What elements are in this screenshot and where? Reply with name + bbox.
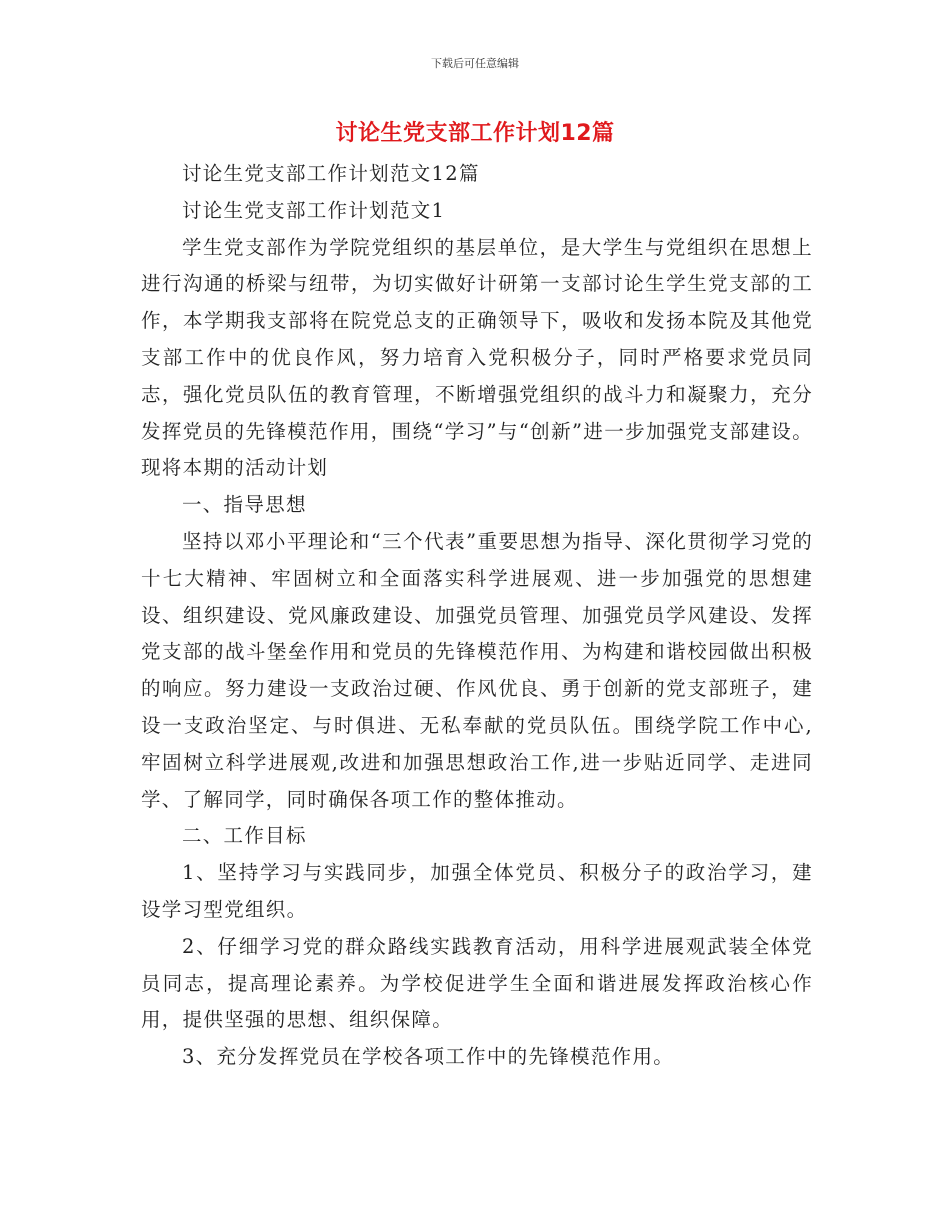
section-heading: 一、指导思想 <box>181 493 307 517</box>
list-item: 2、仔细学习党的群众路线实践教育活动，用科学进展观武装全体党员同志，提高理论素养。为学校促进学生全面和谐进展发挥政治核心作用，提供坚强的思想、组织保障。 <box>141 934 813 1032</box>
body-paragraph: 坚持以邓小平理论和“三个代表”重要思想为指导、深化贯彻学习党的十七大精神、牢固树立和全面落实科学进展观、进一步加强党的思想建设、组织建设、党风廉政建设、加强党员管理、加强党员学风建设、发挥党支部的战斗堡垒作用和党员的先锋模范作用、为构建和谐校园做出积极的响应。努力建设一支政治过硬、作风优良、勇于创新的党支部班子，建设一支政治坚定、与时俱进、无私奉献的党员队伍。围绕学院工作中心,牢固树立科学进展观,改进和加强思想政治工作,进一步贴近同学、走进同学、了解同学，同时确保各项工作的整体推动。 <box>141 529 813 811</box>
document-title: 讨论生党支部工作计划12篇 <box>335 121 615 146</box>
section-heading-sample: 讨论生党支部工作计划范文1 <box>181 198 446 222</box>
list-item: 3、充分发挥党员在学校各项工作中的先锋模范作用。 <box>181 1045 675 1069</box>
list-item: 1、坚持学习与实践同步，加强全体党员、积极分子的政治学习，建设学习型党组织。 <box>141 861 813 921</box>
header-note: 下载后可任意编辑 <box>431 57 519 70</box>
subtitle-line: 讨论生党支部工作计划范文12篇 <box>181 162 480 185</box>
body-paragraph: 学生党支部作为学院党组织的基层单位，是大学生与党组织在思想上进行沟通的桥梁与纽带，为切实做好计研第一支部讨论生学生党支部的工作，本学期我支部将在院党总支的正确领导下，吸收和发扬本院及其他党支部工作中的优良作风，努力培育入党积极分子，同时严格要求党员同志，强化党员队伍的教育管理，不断增强党组织的战斗力和凝聚力，充分发挥党员的先锋模范作用，围绕“学习”与“创新”进一步加强党支部建设。现将本期的活动计划 <box>141 235 813 480</box>
document-body <box>141 156 813 1076</box>
section-heading: 二、工作目标 <box>181 824 307 848</box>
